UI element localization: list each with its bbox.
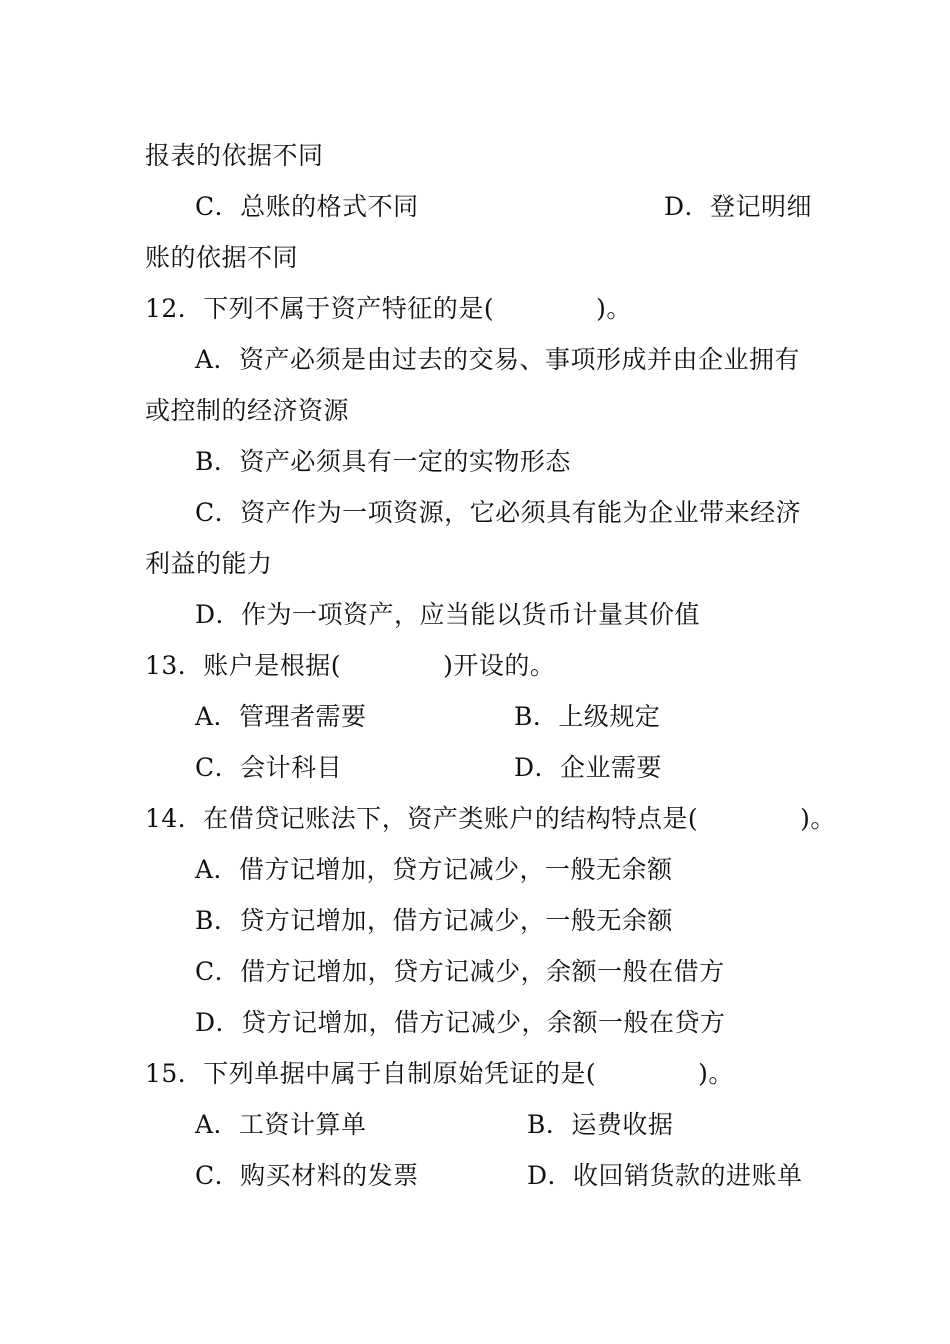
option-a: A．管理者需要 <box>195 702 367 731</box>
option-b: B．资产必须具有一定的实物形态 <box>195 447 571 476</box>
option-c: C．会计科目 <box>195 753 343 782</box>
option-b: B．上级规定 <box>514 702 661 731</box>
text-line: 报表的依据不同 <box>145 141 324 170</box>
option-a: A．工资计算单 <box>195 1110 367 1139</box>
option-c: C．总账的格式不同 <box>195 192 419 221</box>
option-d: D．作为一项资产，应当能以货币计量其价值 <box>195 600 701 629</box>
text-line: 或控制的经济资源 <box>145 396 350 425</box>
question-13: 13．账户是根据( )开设的。 <box>145 651 556 680</box>
text-line: 账的依据不同 <box>145 243 299 272</box>
question-12: 12．下列不属于资产特征的是( )。 <box>145 294 632 323</box>
question-14: 14．在借贷记账法下，资产类账户的结构特点是( )。 <box>145 804 836 833</box>
option-c: C．购买材料的发票 <box>195 1161 419 1190</box>
text-line: 利益的能力 <box>145 549 273 578</box>
option-c: C．资产作为一项资源，它必须具有能为企业带来经济 <box>195 498 802 527</box>
option-a: A．借方记增加，贷方记减少，一般无余额 <box>195 855 673 884</box>
option-d: D．企业需要 <box>514 753 663 782</box>
question-15: 15．下列单据中属于自制原始凭证的是( )。 <box>145 1059 734 1088</box>
option-a: A．资产必须是由过去的交易、事项形成并由企业拥有 <box>195 345 801 374</box>
option-d: D．登记明细 <box>664 192 813 221</box>
option-d: D．贷方记增加，借方记减少，余额一般在贷方 <box>195 1008 726 1037</box>
option-b: B．运费收据 <box>527 1110 674 1139</box>
option-d: D．收回销货款的进账单 <box>527 1161 803 1190</box>
option-c: C．借方记增加，贷方记减少，余额一般在借方 <box>195 957 725 986</box>
option-b: B．贷方记增加，借方记减少，一般无余额 <box>195 906 673 935</box>
